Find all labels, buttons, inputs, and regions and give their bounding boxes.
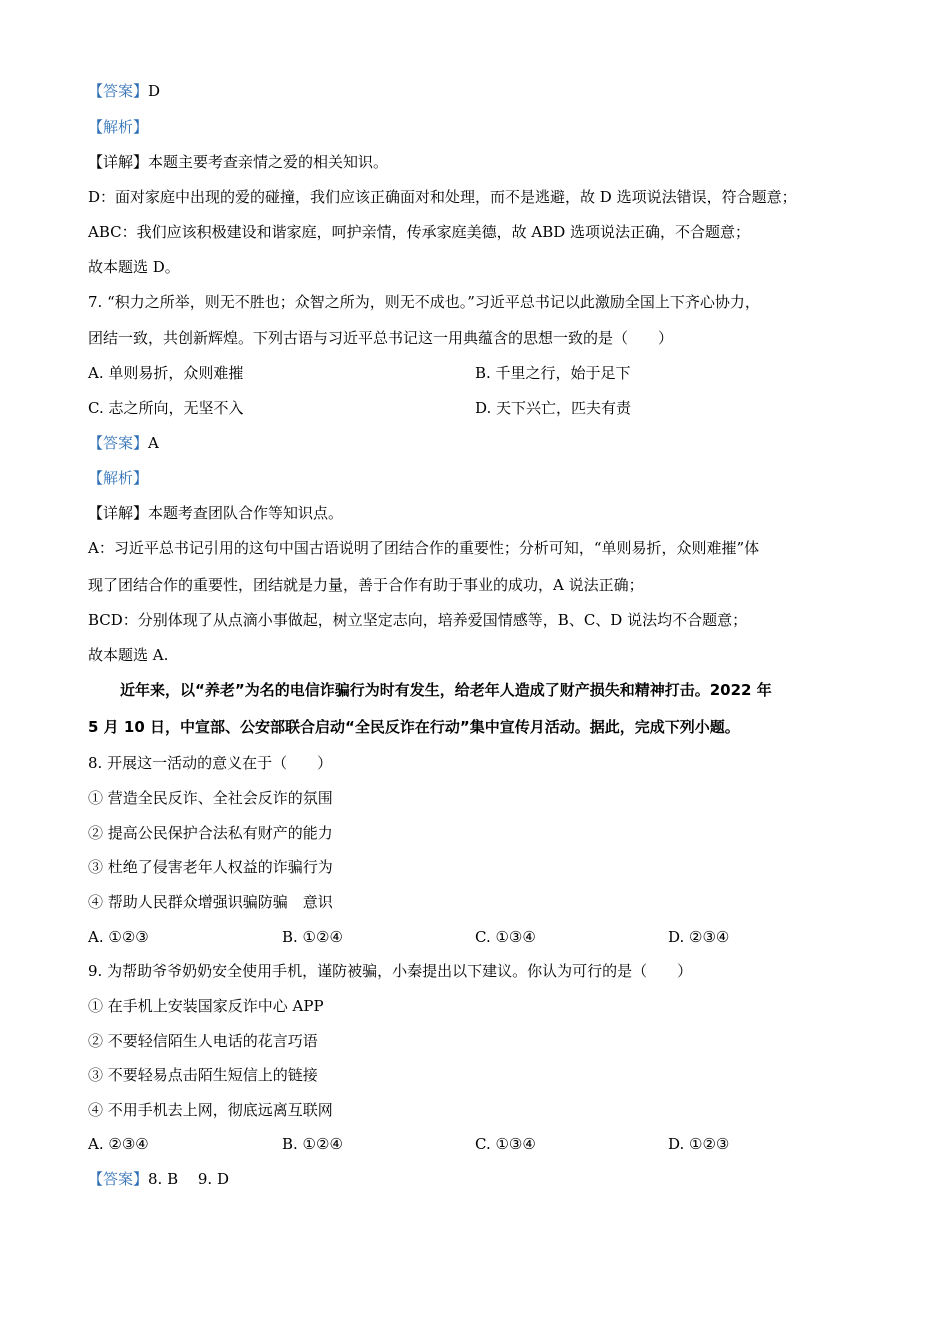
option-d: D. ①②③	[668, 1135, 730, 1153]
analysis-label-q6	[88, 117, 148, 137]
material-paragraph: 5 月 10 日，中宣部、公安部联合启动“全民反诈在行动”集中宣传月活动。据此，完成下列小题。	[88, 718, 740, 736]
statement-item: ① 在手机上安装国家反诈中心 APP	[88, 997, 324, 1015]
material-paragraph: 近年来，以“养老”为名的电信诈骗行为时有发生，给老年人造成了财产损失和精神打击。2022 年	[120, 681, 772, 699]
detail-label: 【详解】	[88, 153, 149, 171]
detail-text: 本题主要考查亲情之爱的相关知识。	[148, 153, 389, 171]
statement-item: ④ 帮助人民群众增强识骗防骗 意识	[88, 893, 333, 911]
option-b: B. ①②④	[282, 1135, 343, 1153]
explanation-line: 故本题选 D。	[88, 258, 180, 276]
option-b: B. ①②④	[282, 928, 343, 946]
question-stem-q7: 7. “积力之所举，则无不胜也；众智之所为，则无不成也。”习近平总书记以此激励全国上下齐心协力，	[88, 293, 760, 311]
answer-value: D	[148, 82, 161, 100]
option-d: D. 天下兴亡，匹夫有责	[475, 399, 632, 417]
detail-line-q6	[88, 152, 388, 172]
statement-item: ① 营造全民反诈、全社会反诈的氛围	[88, 789, 333, 807]
explanation-line: A：习近平总书记引用的这句中国古语说明了团结合作的重要性；分析可知，“单则易折，众则难摧”体	[88, 539, 760, 557]
option-c: C. ①③④	[475, 928, 536, 946]
option-a: A. 单则易折，众则难摧	[88, 364, 244, 382]
option-d: D. ②③④	[668, 928, 730, 946]
question-stem-q8: 8. 开展这一活动的意义在于（ ）	[88, 754, 333, 772]
analysis-label: 【解析】	[88, 118, 149, 136]
option-a: A. ①②③	[88, 928, 149, 946]
explanation-line: D：面对家庭中出现的爱的碰撞，我们应该正确面对和处理，而不是逃避，故 D 选项说法错误，符合题意；	[88, 188, 797, 206]
analysis-label: 【解析】	[88, 469, 149, 487]
option-a: A. ②③④	[88, 1135, 149, 1153]
statement-item: ④ 不用手机去上网，彻底远离互联网	[88, 1101, 333, 1119]
answer-line-q8-q9	[88, 1169, 229, 1189]
answer-line-q7	[88, 433, 159, 453]
answer-label: 【答案】	[88, 434, 149, 452]
answer-label: 【答案】	[88, 1170, 149, 1188]
detail-line-q7	[88, 503, 343, 523]
answer-value: 8. B 9. D	[148, 1170, 229, 1188]
option-c: C. ①③④	[475, 1135, 536, 1153]
question-stem-q7: 团结一致，共创新辉煌。下列古语与习近平总书记这一用典蕴含的思想一致的是（ ）	[88, 329, 674, 347]
explanation-line: 故本题选 A.	[88, 646, 169, 664]
explanation-line: 现了团结合作的重要性，团结就是力量，善于合作有助于事业的成功，A 说法正确；	[88, 576, 644, 594]
answer-label: 【答案】	[88, 82, 149, 100]
detail-text: 本题考查团队合作等知识点。	[148, 504, 344, 522]
statement-item: ② 不要轻信陌生人电话的花言巧语	[88, 1032, 318, 1050]
analysis-label-q7	[88, 468, 148, 488]
statement-item: ③ 不要轻易点击陌生短信上的链接	[88, 1066, 318, 1084]
statement-item: ③ 杜绝了侵害老年人权益的诈骗行为	[88, 858, 333, 876]
detail-label: 【详解】	[88, 504, 149, 522]
answer-value: A	[148, 434, 159, 452]
explanation-line: ABC：我们应该积极建设和谐家庭，呵护亲情，传承家庭美德，故 ABD 选项说法正确，不合题意；	[88, 223, 751, 241]
answer-line-q6	[88, 81, 160, 101]
option-b: B. 千里之行，始于足下	[475, 364, 631, 382]
statement-item: ② 提高公民保护合法私有财产的能力	[88, 824, 333, 842]
option-c: C. 志之所向，无坚不入	[88, 399, 244, 417]
question-stem-q9: 9. 为帮助爷爷奶奶安全使用手机，谨防被骗，小秦提出以下建议。你认为可行的是（ ）	[88, 962, 693, 980]
explanation-line: BCD：分别体现了从点滴小事做起，树立坚定志向，培养爱国情感等，B、C、D 说法均不合题意；	[88, 611, 748, 629]
